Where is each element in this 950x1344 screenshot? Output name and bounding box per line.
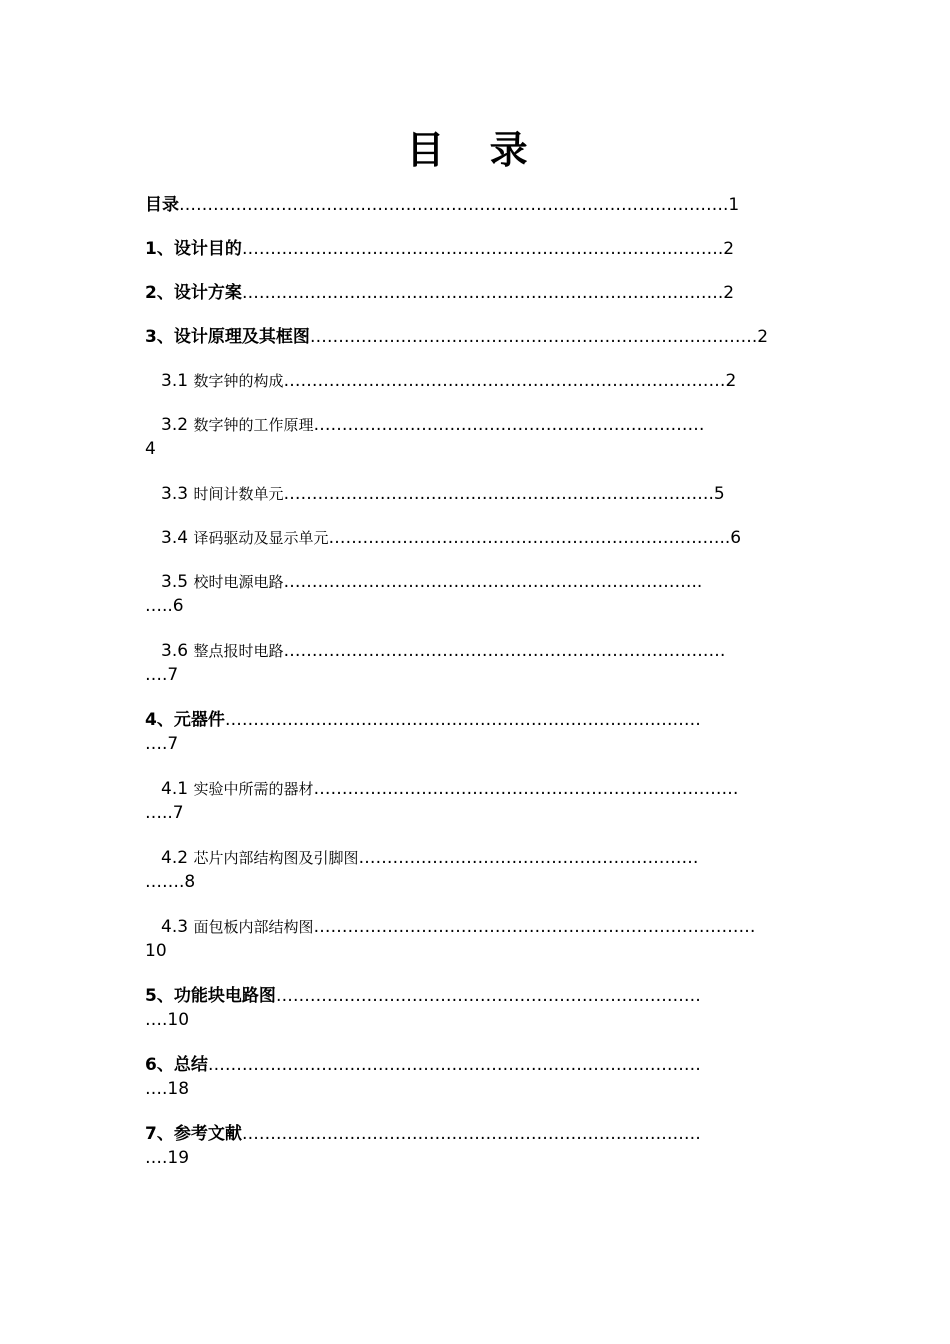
toc-leader: ………………………………………………………………………	[241, 1124, 701, 1144]
toc-page-continued: 10	[145, 941, 167, 961]
toc-entry[interactable]	[145, 1122, 825, 1170]
toc-entry[interactable]	[145, 639, 825, 687]
toc-number: 4.1	[161, 779, 189, 799]
toc-leader: …………………………………………………………………………	[224, 710, 701, 730]
toc-entry[interactable]	[145, 482, 825, 506]
toc-page-continued: ….10	[145, 1010, 190, 1030]
toc-label: 面包板内部结构图	[193, 918, 314, 936]
toc-entry[interactable]	[145, 915, 825, 963]
toc-leader: …………………………………………………………	[328, 528, 703, 548]
toc-entry[interactable]	[145, 526, 825, 550]
toc-page: ……..	[657, 572, 703, 592]
toc-leader: …………………………………………………	[313, 415, 637, 435]
toc-label: 数字钟的构成	[193, 372, 284, 390]
toc-number: 3.3	[161, 484, 189, 504]
toc-page: ……….2	[666, 283, 735, 303]
toc-label: 7、参考文献	[145, 1124, 242, 1144]
toc-page: …………………2	[606, 371, 737, 391]
toc-label: 2、设计方案	[145, 283, 242, 303]
toc-number: 4.3	[161, 917, 189, 937]
toc-page-continued: …….8	[145, 872, 196, 892]
toc-entry[interactable]	[145, 369, 825, 393]
toc-leader: ……………………………………………………………	[283, 484, 675, 504]
toc-page-continued: ….19	[145, 1148, 190, 1168]
toc-label: 数字钟的工作原理	[193, 416, 314, 434]
toc-entry[interactable]	[145, 708, 825, 756]
toc-page: …	[681, 848, 699, 868]
page-title: 目 录	[406, 128, 544, 172]
toc-label: 5、功能块电路图	[145, 986, 276, 1006]
toc-label: 3、设计原理及其框图	[145, 327, 310, 347]
toc-page-continued: ….18	[145, 1079, 190, 1099]
toc-entry[interactable]	[145, 1053, 825, 1101]
toc-number: 3.5	[161, 572, 189, 592]
toc-leader: ……………………………………………………………………………	[179, 195, 672, 215]
toc-number: 4.2	[161, 848, 189, 868]
toc-page: ….2	[734, 327, 769, 347]
toc-entry[interactable]	[145, 846, 825, 894]
toc-number: 3.2	[161, 415, 189, 435]
toc-leader: …………………………………………………………………	[241, 239, 667, 259]
toc-page-continued: …..6	[145, 596, 184, 616]
toc-label: 芯片内部结构图及引脚图	[193, 849, 359, 867]
toc-leader: ……………………………………………………………………	[283, 641, 726, 661]
toc-page: …………	[636, 415, 705, 435]
toc-leader: …………………………………………………………………	[275, 986, 701, 1006]
toc-page: ……….1	[672, 195, 740, 215]
toc-leader: ……………………………………………………………………………	[207, 1055, 701, 1075]
toc-page: …….5	[674, 484, 725, 504]
toc-entry[interactable]	[145, 325, 825, 349]
toc-label: 4、元器件	[145, 710, 225, 730]
toc-label: 整点报时电路	[193, 642, 284, 660]
toc-page: ……….2	[666, 239, 735, 259]
toc-page-continued: 4	[145, 439, 156, 459]
toc-leader: …………………………………………………	[283, 371, 607, 391]
toc-leader: …………………………………………………………………	[241, 283, 667, 303]
toc-number: 3.6	[161, 641, 189, 661]
toc-entry[interactable]	[145, 777, 825, 825]
toc-page-continued: …..7	[145, 803, 184, 823]
toc-label: 校时电源电路	[193, 573, 284, 591]
toc-label: 1、设计目的	[145, 239, 242, 259]
toc-leader: …………………………………………………………………	[313, 779, 739, 799]
toc-leader: …………………………………………………………………	[309, 327, 735, 347]
toc-leader: ……………………………………………………………………	[313, 917, 756, 937]
toc-leader: …………………………………………………	[358, 848, 682, 868]
toc-entry[interactable]	[145, 193, 825, 217]
toc-label: 译码驱动及显示单元	[193, 529, 329, 547]
toc-entry[interactable]	[145, 413, 825, 461]
toc-page-continued: ….7	[145, 665, 179, 685]
toc-number: 3.1	[161, 371, 189, 391]
toc-page-continued: ….7	[145, 734, 179, 754]
toc-entry[interactable]	[145, 984, 825, 1032]
toc-label: 时间计数单元	[193, 485, 284, 503]
toc-label: 6、总结	[145, 1055, 208, 1075]
toc-entry[interactable]	[145, 570, 825, 618]
toc-entry[interactable]	[145, 281, 825, 305]
toc-number: 3.4	[161, 528, 189, 548]
toc-label: 实验中所需的器材	[193, 780, 314, 798]
toc-entry[interactable]	[145, 237, 825, 261]
toc-leader: …………………………………………………………	[283, 572, 658, 592]
toc-page: …..6	[702, 528, 742, 548]
toc-label: 目录	[145, 195, 179, 215]
